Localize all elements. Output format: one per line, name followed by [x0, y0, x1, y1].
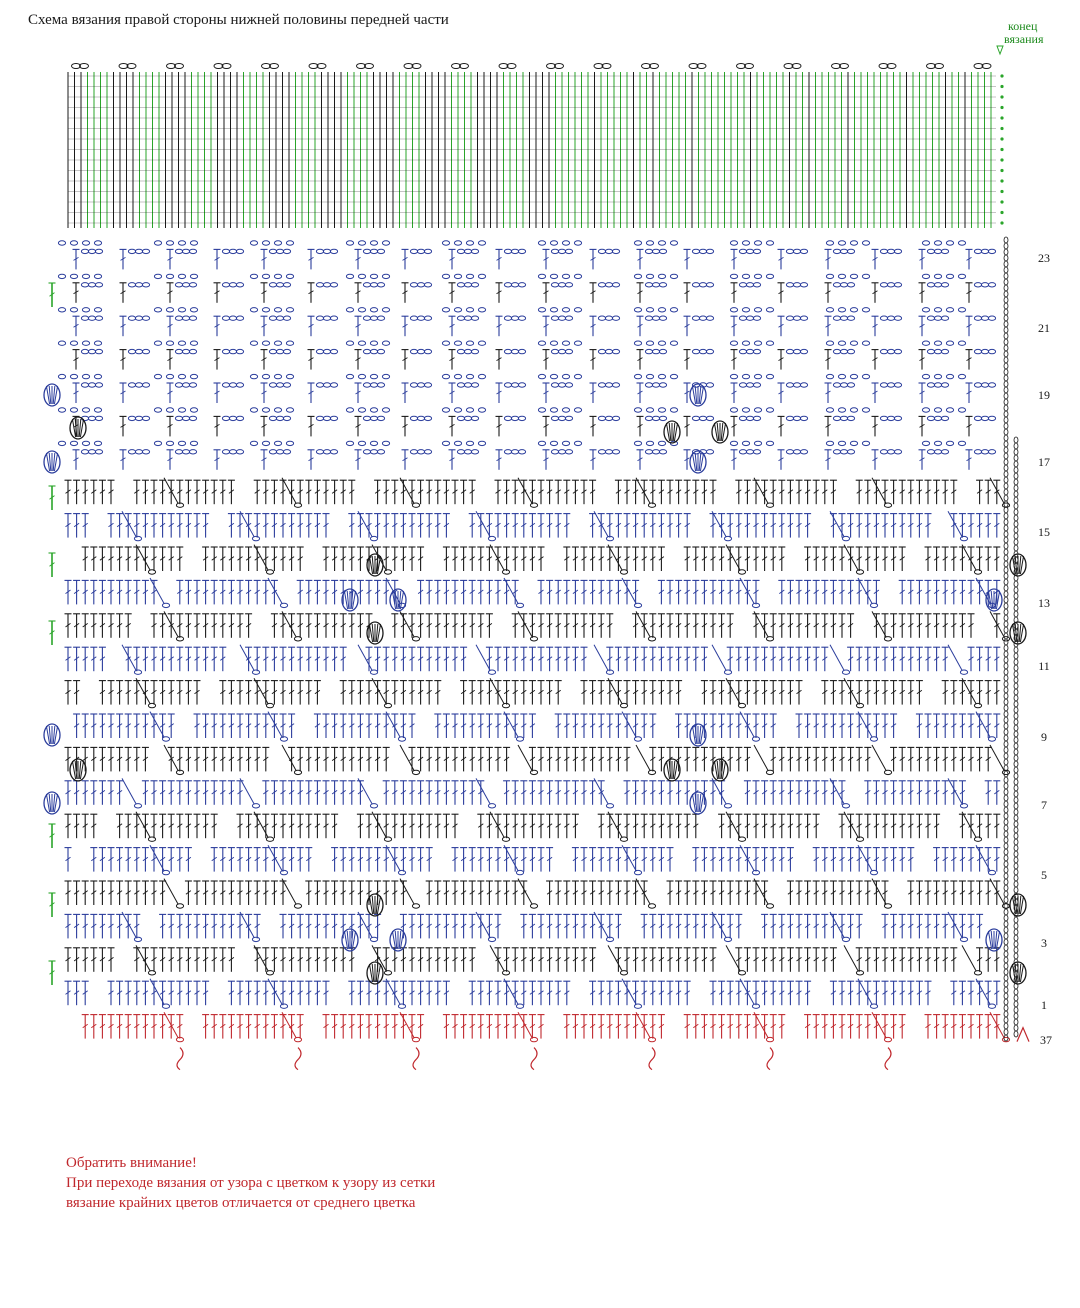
- infinity-loop: [452, 64, 469, 69]
- pattern-row: [65, 945, 1001, 975]
- shell-cluster: [390, 929, 406, 951]
- base-arch: [295, 1048, 301, 1070]
- infinity-loop: [594, 64, 611, 69]
- pattern-row: [58, 374, 995, 403]
- pattern-row: [65, 912, 984, 942]
- row-number: 3: [1041, 936, 1047, 950]
- shell-cluster: [44, 792, 60, 814]
- infinity-loop: [119, 64, 136, 69]
- top-band: [68, 46, 1004, 228]
- row-number: 15: [1038, 525, 1050, 539]
- row-number: 1: [1041, 998, 1047, 1012]
- pattern-row: [58, 241, 995, 270]
- infinity-loop: [974, 64, 991, 69]
- pattern-row: [65, 812, 1001, 842]
- base-end-mark: [1017, 1028, 1029, 1042]
- infinity-loop: [832, 64, 849, 69]
- shell-cluster: [390, 589, 406, 611]
- shell-cluster: [664, 421, 680, 443]
- row-number: 21: [1038, 321, 1050, 335]
- pattern-row: [65, 845, 1001, 875]
- row-number: 37: [1040, 1033, 1052, 1047]
- row-number: 13: [1038, 596, 1050, 610]
- infinity-loop: [642, 64, 659, 69]
- shell-cluster: [690, 724, 706, 746]
- base-arch: [649, 1048, 655, 1070]
- end-label-line2: вязания: [1004, 32, 1044, 46]
- pattern-row: [65, 478, 1010, 508]
- pattern-row: [58, 308, 995, 337]
- shell-cluster: [690, 792, 706, 814]
- pattern-row: [58, 341, 995, 370]
- shell-cluster: [44, 451, 60, 473]
- shell-cluster: [342, 929, 358, 951]
- shell-cluster: [664, 759, 680, 781]
- shell-cluster: [367, 962, 383, 984]
- shell-cluster: [712, 421, 728, 443]
- row-numbers: [1038, 251, 1052, 1047]
- note-line-1: Обратить внимание!: [66, 1155, 197, 1171]
- pattern-row: [65, 778, 1001, 808]
- row-number: 19: [1038, 388, 1050, 402]
- end-arrow-icon: [997, 46, 1003, 54]
- shell-cluster: [44, 384, 60, 406]
- base-arch: [767, 1048, 773, 1070]
- infinity-loop: [357, 64, 374, 69]
- row-number: 5: [1041, 868, 1047, 882]
- pattern-row: [73, 712, 1000, 742]
- infinity-loop: [72, 64, 89, 69]
- pattern-row: [65, 879, 1010, 909]
- chart-title: Схема вязания правой стороны нижней половины передней части: [28, 12, 449, 28]
- row-number: 17: [1038, 455, 1050, 469]
- note-line-2: При переходе вязания от узора с цветком к узору из сетки: [66, 1175, 436, 1191]
- pattern-row: [65, 745, 1010, 775]
- pattern-row: [82, 1012, 1029, 1069]
- end-label-line1: конец: [1008, 19, 1038, 33]
- infinity-loop: [167, 64, 184, 69]
- infinity-loop: [737, 64, 754, 69]
- infinity-loop: [547, 64, 564, 69]
- row-number: 11: [1038, 659, 1050, 673]
- pattern-row: [58, 408, 995, 437]
- row-number: 7: [1041, 798, 1047, 812]
- infinity-loop: [879, 64, 896, 69]
- infinity-loop: [309, 64, 326, 69]
- pattern-row: [65, 611, 1010, 641]
- shell-cluster: [70, 759, 86, 781]
- row-number: 9: [1041, 730, 1047, 744]
- infinity-loop: [784, 64, 801, 69]
- pattern-row: [58, 274, 995, 303]
- infinity-loop: [214, 64, 231, 69]
- pattern-row: [65, 511, 1001, 541]
- row-number: 23: [1038, 251, 1050, 265]
- shell-cluster: [690, 451, 706, 473]
- shell-cluster: [342, 589, 358, 611]
- infinity-loop: [499, 64, 516, 69]
- shell-cluster: [44, 724, 60, 746]
- shell-cluster: [986, 929, 1002, 951]
- shell-cluster: [690, 384, 706, 406]
- infinity-loop: [689, 64, 706, 69]
- infinity-loop: [927, 64, 944, 69]
- shell-cluster: [712, 759, 728, 781]
- pattern-row: [65, 578, 1001, 608]
- infinity-loop: [404, 64, 421, 69]
- note-line-3: вязание крайних цветов отличается от среднего цветка: [66, 1195, 416, 1211]
- pattern-row: [65, 678, 1001, 708]
- base-arch: [885, 1048, 891, 1070]
- base-arch: [413, 1048, 419, 1070]
- base-arch: [531, 1048, 537, 1070]
- infinity-loop: [262, 64, 279, 69]
- note-block: [66, 1153, 435, 1213]
- pattern-row: [65, 979, 1001, 1009]
- pattern-rows: [44, 241, 1029, 1070]
- pattern-row: [82, 545, 1001, 575]
- base-arch: [177, 1048, 183, 1070]
- shell-cluster: [70, 417, 86, 439]
- pattern-row: [58, 441, 995, 470]
- pattern-row: [65, 645, 1001, 675]
